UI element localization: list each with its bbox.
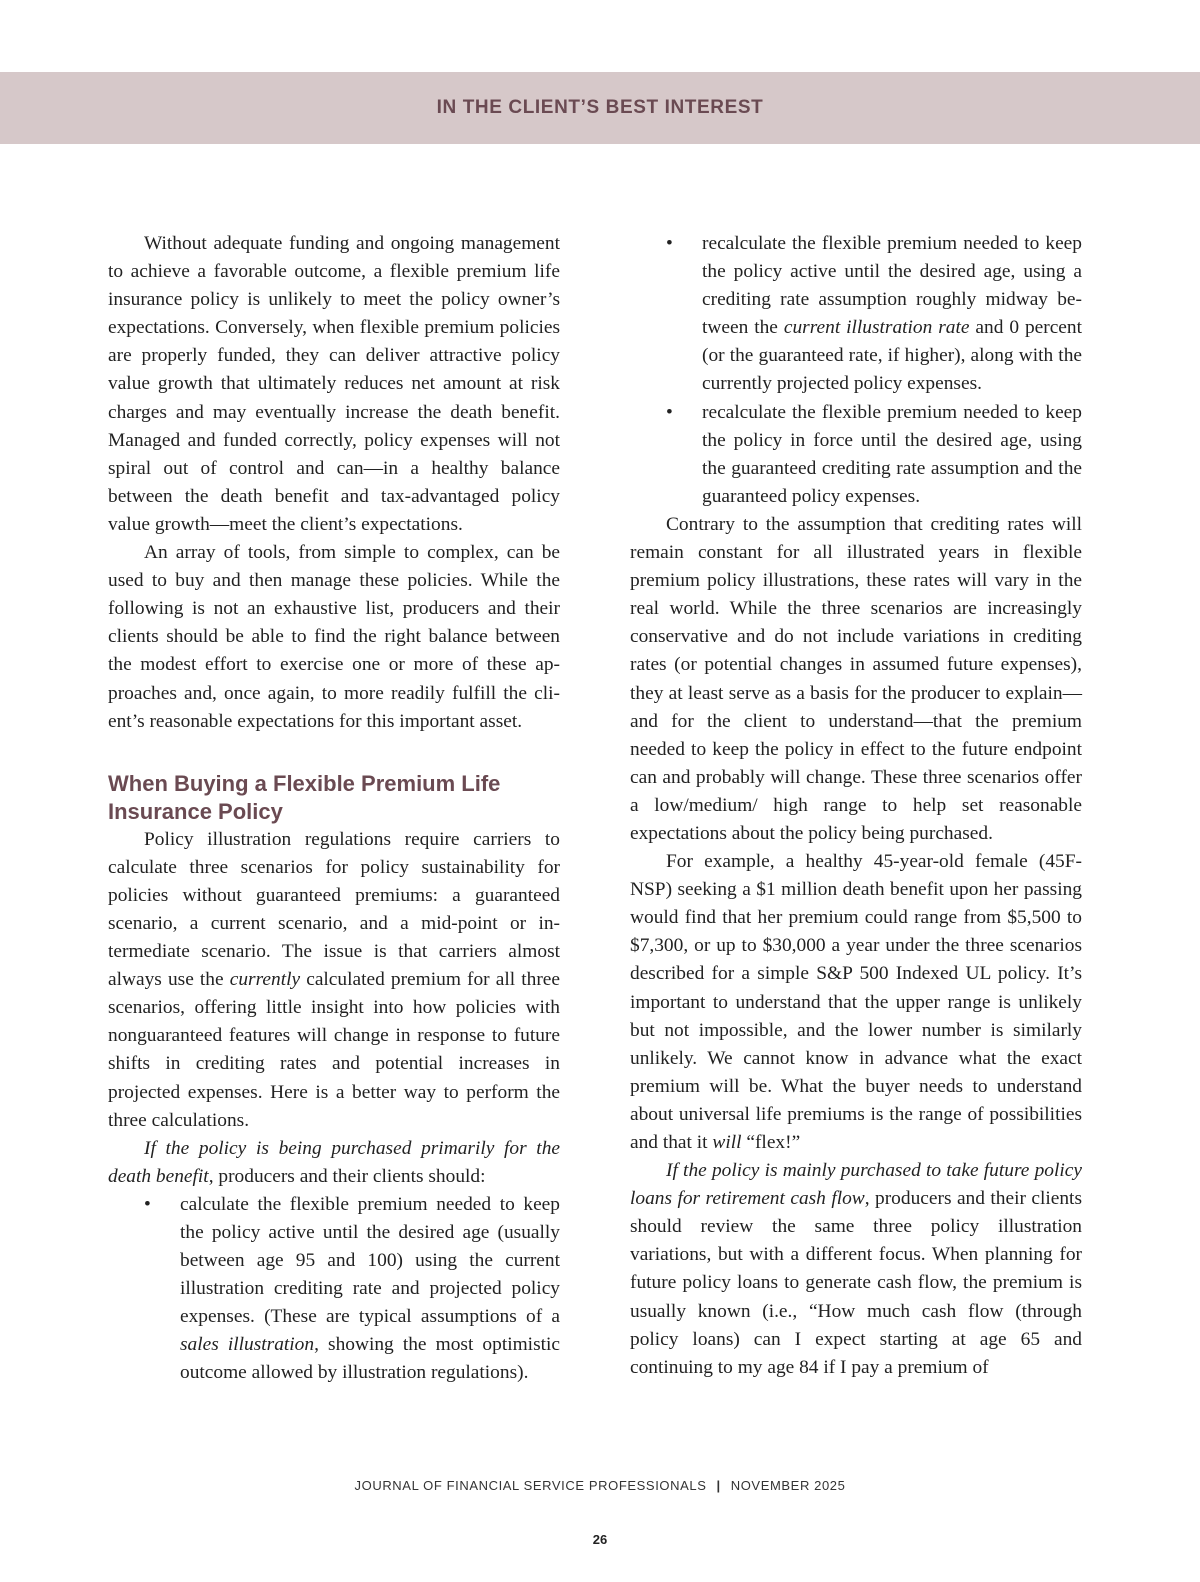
emphasis: will: [712, 1132, 742, 1153]
paragraph: For example, a healthy 45-year-old female (45F-NSP) seeking a $1 million death benefit upon her passing would find that her premium could range from $5,500 to $7,300, or up to $30,000 a year under the three scenarios described for a simple S&P 500 Indexed UL policy. It’s important to understand that the upper range is unlikely but not impossible, and the lower number is similarly unlikely. We cannot know in advance what the exact premium will be. What the buyer needs to understand about universal life premiums is the range of possibilities and that it will “flex!”: [630, 851, 1082, 1153]
list-item: • calculate the flexible premium needed to keep the policy active until the desired age (usually between age 95 and 100) using the current illustration crediting rate and projected policy expenses. (These are typical assumptions of a sales illustration, showing the most optimistic outcome allowed by illustration regulations).: [108, 1191, 560, 1388]
page-number: 26: [592, 1532, 608, 1547]
left-column: [108, 230, 560, 1388]
bullet-icon: •: [144, 1193, 151, 1215]
emphasis: currently: [229, 969, 301, 991]
bullet-icon: •: [666, 233, 673, 254]
bullet-list: [630, 230, 1082, 511]
header-banner: [0, 72, 1200, 144]
emphasis: current illustration rate: [783, 317, 970, 339]
footer-separator: |: [716, 1478, 721, 1493]
emphasis: If the policy is mainly purchased to take future policy loans for retirement cash flow: [630, 1160, 1082, 1210]
paragraph: Without adequate funding and ongoing management to achieve a favorable outcome, a flexible premium life insurance policy is unlikely to meet the policy owner’s expectations. Conversely, when flexible premium policies are properly funded, they can deliver attractive policy value growth that ultimately reduces net amount at risk charges and may eventually increase the death benefit. Managed and funded correctly, policy expenses will not spiral out of control and can—in a healthy balance between the death benefit and tax-advantaged policy value growth—meet the client’s expectations.: [108, 233, 560, 535]
emphasis: If the policy is being purchased primarily for the death benefit: [108, 1137, 560, 1187]
emphasis: sales illustration: [180, 1334, 315, 1356]
right-column: [630, 230, 1082, 1382]
issue-date: NOVEMBER 2025: [730, 1478, 846, 1493]
list-item: • recalculate the flexible premium needed to keep the policy active until the desired age, using a crediting rate assumption roughly midway between the current illustration rate and 0 percent (or the guaranteed rate, if higher), along with the currently projected policy expenses.: [630, 230, 1082, 399]
journal-name: JOURNAL OF FINANCIAL SERVICE PROFESSIONALS: [354, 1478, 707, 1493]
bullet-list: [108, 1191, 560, 1388]
paragraph: Contrary to the assumption that crediting rates will remain constant for all illustrated years in flexible premium policy illustrations, these rates will vary in the real world. While the three scenarios are increasingly conservative and do not include variations in crediting rates (or potential changes in assumed future expenses), they at least serve as a basis for the producer to explain—and for the client to understand—that the premium needed to keep the policy in effect to the future endpoint can and probably will change. These three scenarios offer a low/medium/ high range to help set reasonable expectations about the policy being purchased.: [630, 513, 1082, 844]
section-heading: When Buying a Flexible Premium Life Insurance Policy: [108, 770, 501, 824]
bullet-icon: •: [666, 401, 673, 423]
banner-title: IN THE CLIENT’S BEST INTEREST: [436, 97, 764, 118]
paragraph: If the policy is being purchased primarily for the death benefit, producers and their clients should:: [108, 1137, 560, 1187]
paragraph: Policy illustration regulations require carriers to calculate three scenarios for policy sustainability for policies without guaranteed premiums: a guaranteed scenario, a current scenario, and a mid-point or intermediate scenario. The issue is that carriers almost always use the currently calculated premium for all three scenarios, offering little insight into how policies with nonguaranteed features will change in response to future shifts in crediting rates and potential increases in projected expenses. Here is a better way to perform the three calculations.: [108, 828, 560, 1131]
paragraph: An array of tools, from simple to complex, can be used to buy and then manage these policies. While the following is not an exhaustive list, producers and their clients should be able to find the right balance between the modest effort to exercise one or more of these approaches and, once again, to more readily fulfill the client’s reasonable expectations for this important asset.: [108, 542, 560, 732]
list-item: • recalculate the flexible premium needed to keep the policy in force until the desired age, using the guaranteed crediting rate assumption and the guaranteed policy expenses.: [630, 399, 1082, 511]
footer: [0, 1478, 1200, 1493]
paragraph: If the policy is mainly purchased to take future policy loans for retirement cash flow, producers and their clients should review the same three policy illustration variations, but with a different focus. When planning for future policy loans to generate cash flow, the premium is usually known (i.e., “How much cash flow (through policy loans) can I expect starting at age 65 and continuing to my age 84 if I pay a premium of: [630, 1160, 1082, 1378]
